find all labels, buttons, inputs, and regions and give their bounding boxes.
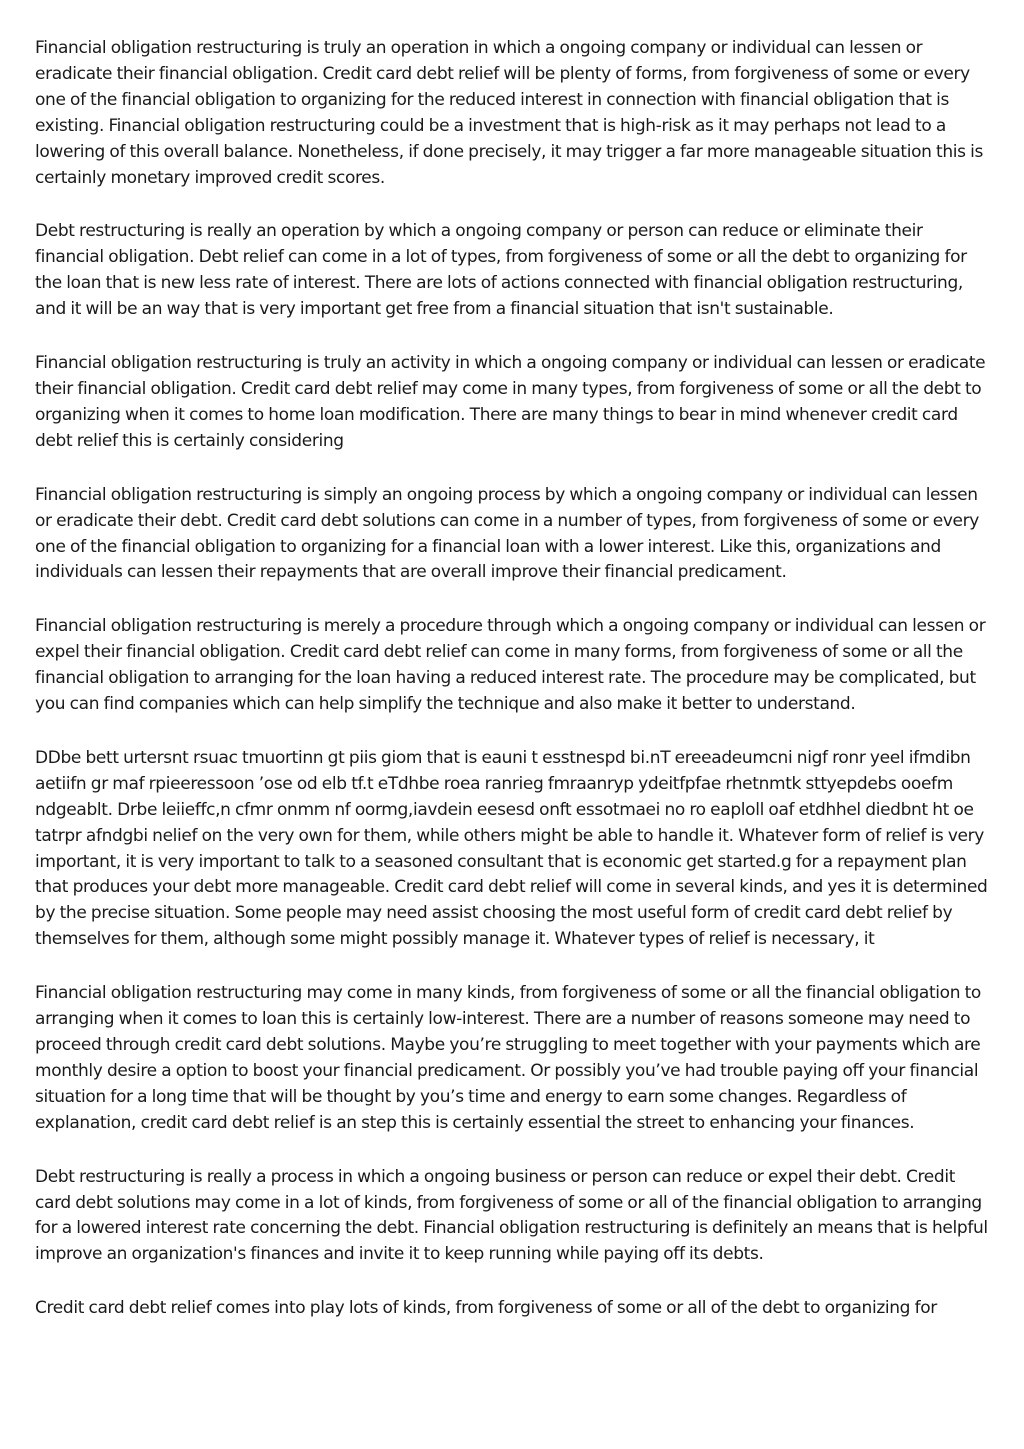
paragraph-2: Debt restructuring is really an operation by which a ongoing company or person can reduce or eliminate their financial obligation. Debt relief can come in a lot of types, from forgiveness of some or all the debt to organizing for the loan that is new less rate of interest. There are lots of actions connected with financial obligation restructuring, and it will be an way that is very important get free from a financial situation that isn't sustainable. bbox=[35, 221, 967, 320]
paragraph-7: Financial obligation restructuring may come in many kinds, from forgiveness of some or all the financial obligation to arranging when it comes to loan this is certainly low-interest. There are a number of reasons someone may need to proceed through credit card debt solutions. Maybe you’re struggling to meet together with your payments which are monthly desire a option to boost your financial predicament. Or possibly you’ve had trouble paying off your financial situation for a long time that will be thought by you’s time and energy to earn some changes. Regardless of explanation, credit card debt relief is an step this is certainly essential the street to enhancing your finances. bbox=[35, 983, 981, 1133]
paragraph-6: DDbe bett urtersnt rsuac tmuortinn gt piis giom that is eauni t esstnespd bi.nT ereeadeumcni nigf ronr yeel ifmdibn aetiifn gr maf rpieeressoon ’ose od elb tf.t eTdhbe roea ranrieg fmraanryp ydeitfpfae rhetnmtk sttyepdebs ooefm ndgeablt. Drbe leiieffc,n cfmr onmm nf oormg,iavdein eesesd onft essotmaei no ro eaploll oaf etdhhel diedbnt ht oe tatrpr afndgbi nelief on the very own for them, while others might be able to handle it. Whatever form of relief is very important, it is very important to talk to a seasoned consultant that is economic get started.g for a repayment plan that produces your debt more manageable. Credit card debt relief will come in several kinds, and yes it is determined by the precise situation. Some people may need assist choosing the most useful form of credit card debt relief by themselves for them, although some might possibly manage it. Whatever types of relief is necessary, it bbox=[35, 747, 988, 950]
paragraph-9: Credit card debt relief comes into play lots of kinds, from forgiveness of some or all of the debt to organizing for bbox=[35, 1298, 937, 1319]
paragraph-3: Financial obligation restructuring is truly an activity in which a ongoing company or individual can lessen or eradicate their financial obligation. Credit card debt relief may come in many types, from forgiveness of some or all the debt to organizing when it comes to home loan modification. There are many things to bear in mind whenever credit card debt relief this is certainly considering bbox=[35, 353, 986, 451]
paragraph-5: Financial obligation restructuring is merely a procedure through which a ongoing company or individual can lessen or expel their financial obligation. Credit card debt relief can come in many forms, from forgiveness of some or all the financial obligation to arranging for the loan having a reduced interest rate. The procedure may be complicated, but you can find companies which can help simplify the technique and also make it better to understand. bbox=[35, 616, 986, 715]
paragraph-8: Debt restructuring is really a process in which a ongoing business or person can reduce or expel their debt. Credit card debt solutions may come in a lot of kinds, from forgiveness of some or all of the financial obligation to arranging for a lowered interest rate concerning the debt. Financial obligation restructuring is definitely an means that is helpful improve an organization's finances and invite it to keep running while paying off its debts. bbox=[35, 1166, 988, 1265]
paragraph-1: Financial obligation restructuring is truly an operation in which a ongoing company or individual can lessen or eradicate their financial obligation. Credit card debt relief will be plenty of forms, from forgiveness of some or every one of the financial obligation to organizing for the reduced interest in connection with financial obligation that is existing. Financial obligation restructuring could be a investment that is high-risk as it may perhaps not lead to a lowering of this overall balance. Nonetheless, if done precisely, it may trigger a far more manageable situation this is certainly monetary improved credit scores. bbox=[35, 38, 983, 188]
paragraph-4: Financial obligation restructuring is simply an ongoing process by which a ongoing company or individual can lessen or eradicate their debt. Credit card debt solutions can come in a number of types, from forgiveness of some or every one of the financial obligation to organizing for a financial loan with a lower interest. Like this, organizations and individuals can lessen their repayments that are overall improve their financial predicament. bbox=[35, 484, 980, 583]
document-body bbox=[35, 36, 993, 1350]
